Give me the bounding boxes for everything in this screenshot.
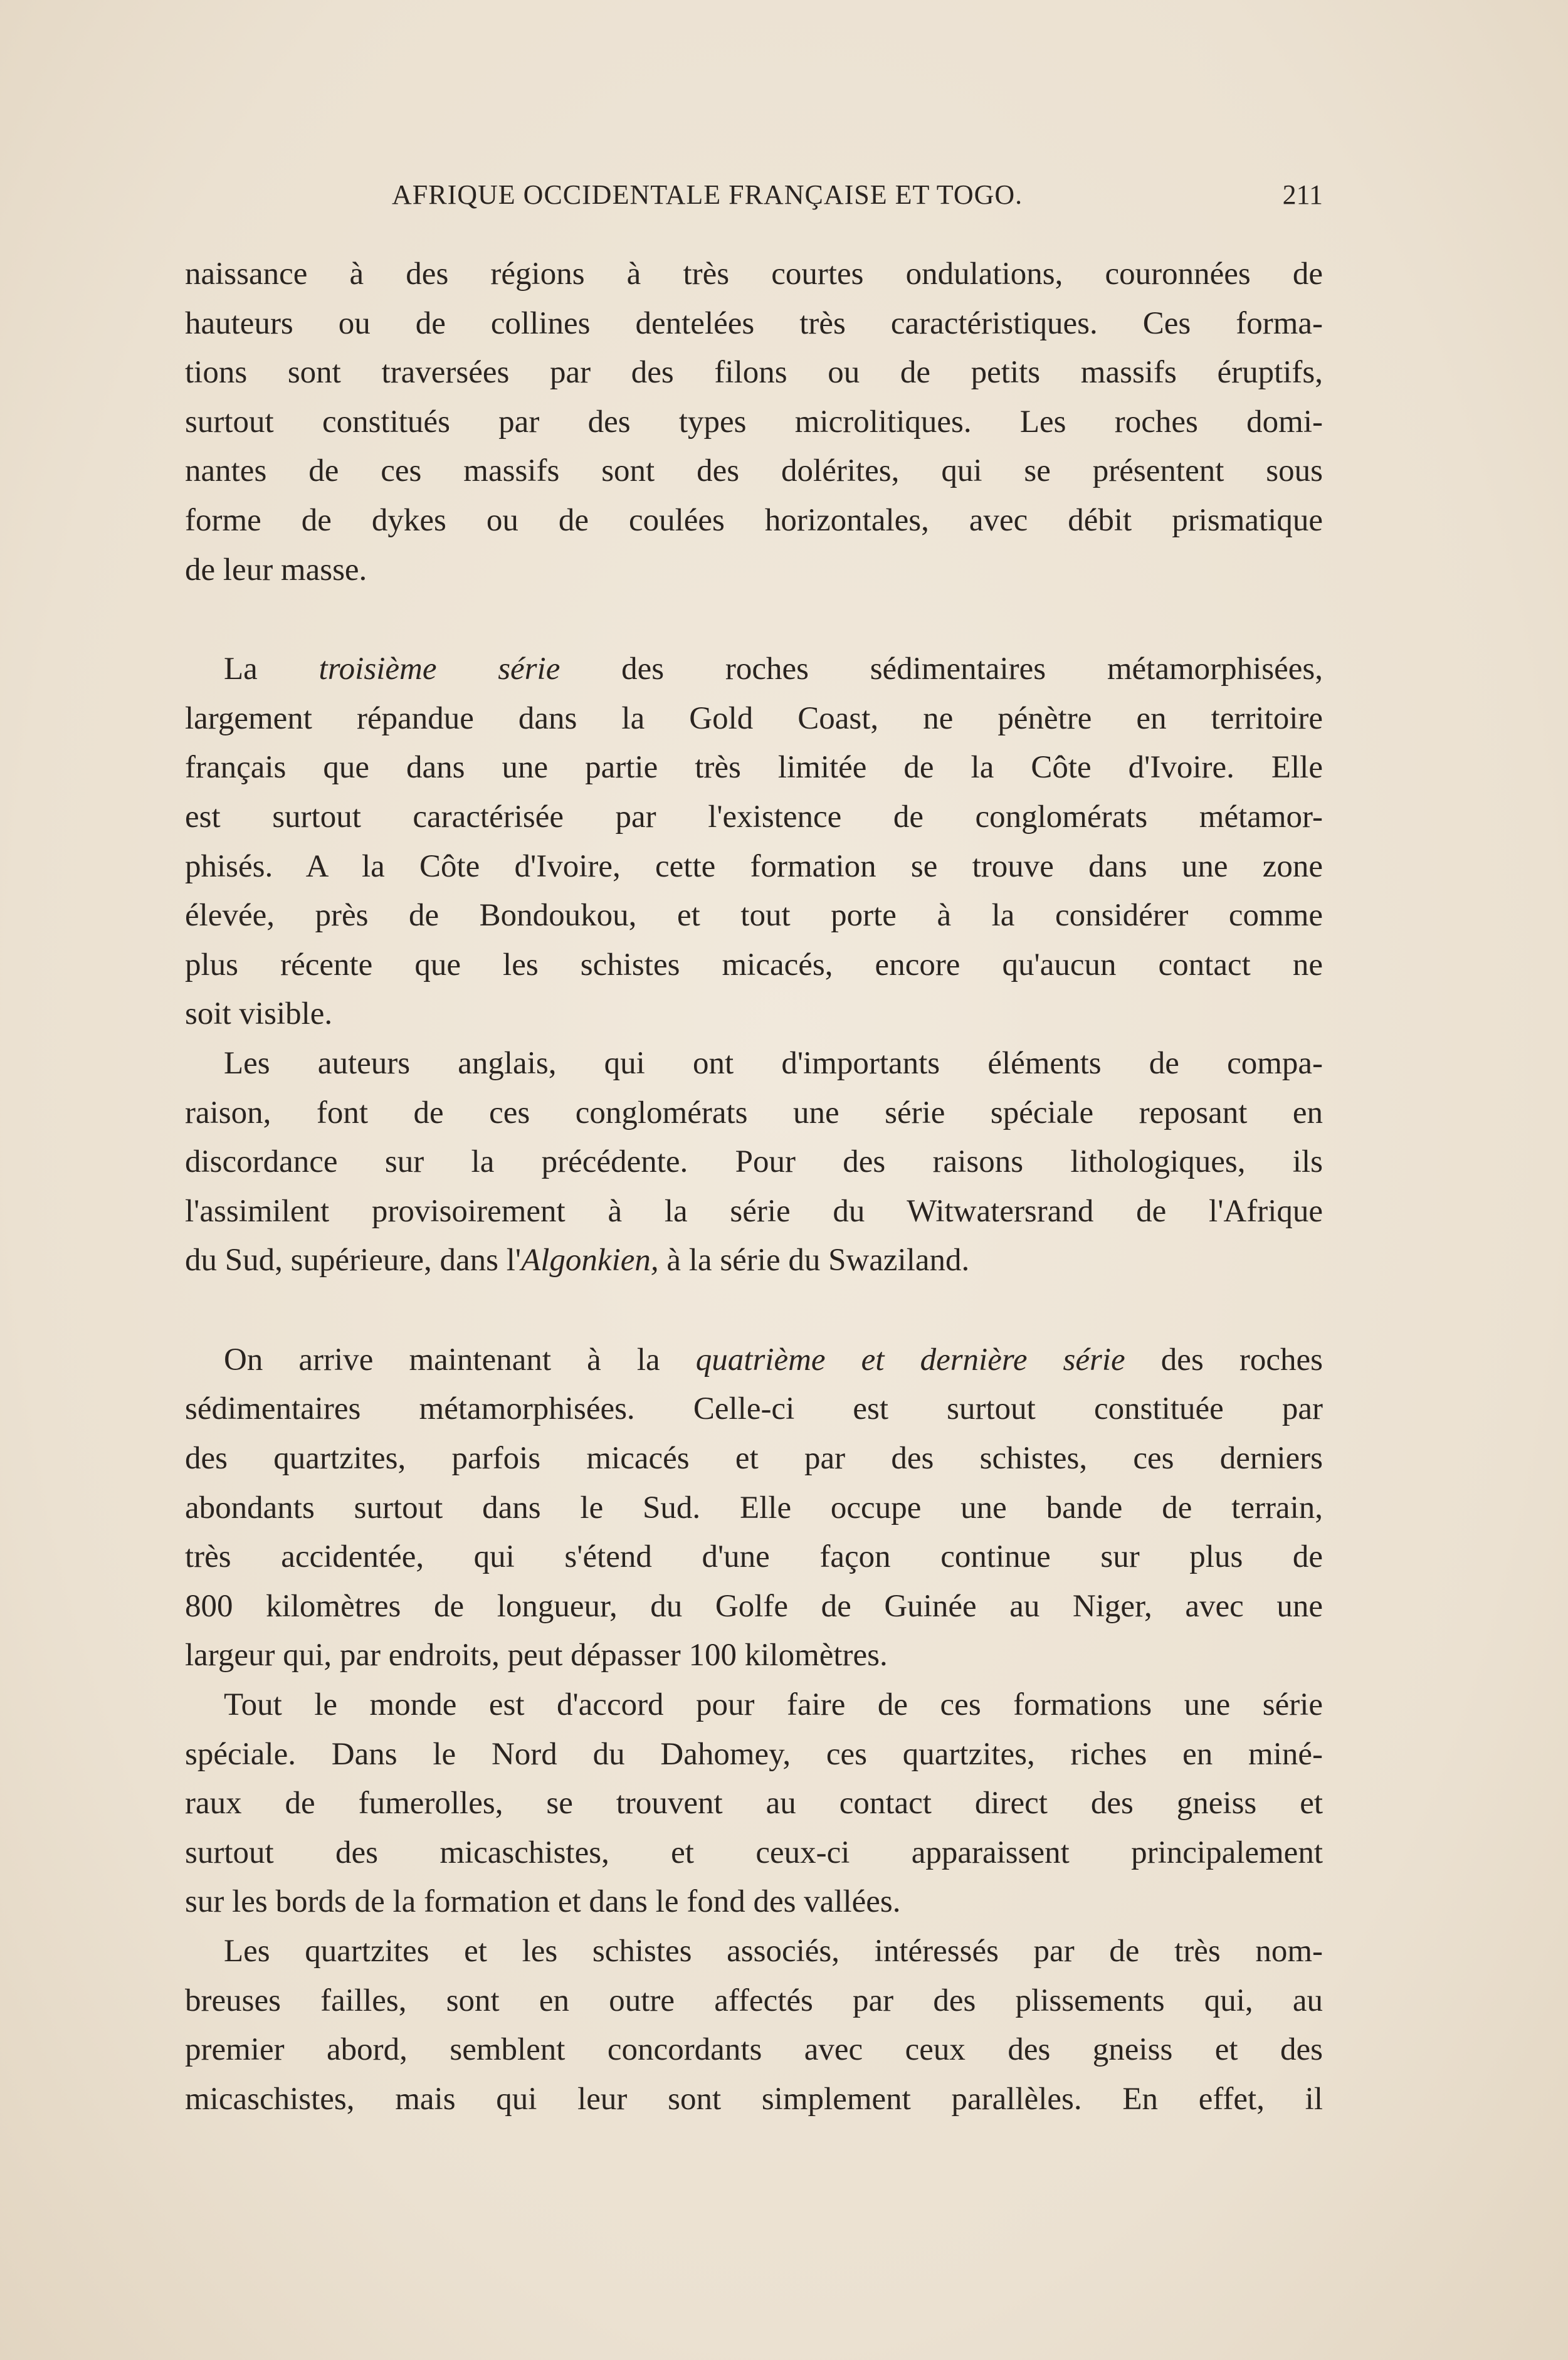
text-line: surtout constitués par des types microlitiques. Les roches domi-	[185, 404, 1323, 440]
text-run: à la série du Swaziland.	[658, 1243, 970, 1278]
text-line	[185, 645, 1323, 694]
text-line: soit visible.	[185, 996, 333, 1032]
text-run: du Sud, supérieure, dans l'	[185, 1243, 522, 1278]
running-title: AFRIQUE OCCIDENTALE FRANÇAISE ET TOGO.	[392, 179, 1023, 210]
text-line: Les auteurs anglais, qui ont d'importants éléments de compa-	[224, 1045, 1323, 1081]
text-line: surtout des micaschistes, et ceux-ci apparaissent principalement	[185, 1835, 1323, 1870]
text-line: forme de dykes ou de coulées horizontales, avec débit prismatique	[185, 502, 1323, 538]
paragraph-gap	[185, 594, 1323, 645]
body-text	[185, 250, 1323, 2124]
text-line: raison, font de ces conglomérats une série spéciale reposant en	[185, 1095, 1323, 1130]
text-line: sédimentaires métamorphisées. Celle-ci est surtout constituée par	[185, 1391, 1323, 1427]
page-header	[185, 179, 1323, 223]
text-line: phisés. A la Côte d'Ivoire, cette formation se trouve dans une zone	[185, 848, 1323, 884]
text-line: Tout le monde est d'accord pour faire de ces formations une série	[224, 1687, 1323, 1723]
paragraph-gap	[185, 1285, 1323, 1335]
paragraph	[185, 1680, 1323, 1927]
text-line: Les quartzites et les schistes associés, intéressés par de très nom-	[224, 1934, 1323, 1969]
text-line	[185, 1236, 1323, 1285]
text-line: des quartzites, parfois micacés et par des schistes, ces derniers	[185, 1441, 1323, 1477]
text-line: premier abord, semblent concordants avec ceux des gneiss et des	[185, 2032, 1323, 2068]
text-line: abondants surtout dans le Sud. Elle occupe une bande de terrain,	[185, 1490, 1323, 1525]
text-line: 800 kilomètres de longueur, du Golfe de Guinée au Niger, avec une	[185, 1588, 1323, 1624]
text-line: discordance sur la précédente. Pour des raisons lithologiques, ils	[185, 1144, 1323, 1180]
text-line: raux de fumerolles, se trouvent au contact direct des gneiss et	[185, 1786, 1323, 1821]
text-line: hauteurs ou de collines dentelées très caractéristiques. Ces forma-	[185, 305, 1323, 341]
paragraph	[185, 1335, 1323, 1680]
paragraph	[185, 1927, 1323, 2124]
text-line: micaschistes, mais qui leur sont simplement parallèles. En effet, il	[185, 2081, 1323, 2117]
text-line	[185, 1335, 1323, 1385]
paragraph	[185, 645, 1323, 1039]
text-line: l'assimilent provisoirement à la série du Witwatersrand de l'Afrique	[185, 1193, 1323, 1229]
text-line: largement répandue dans la Gold Coast, ne pénètre en territoire	[185, 700, 1323, 736]
text-line: breuses failles, sont en outre affectés par des plissements qui, au	[185, 1983, 1323, 2018]
paragraph	[185, 1039, 1323, 1285]
text-line: tions sont traversées par des filons ou de petits massifs éruptifs,	[185, 355, 1323, 391]
text-line: sur les bords de la formation et dans le fond des vallées.	[185, 1884, 901, 1920]
text-line: de leur masse.	[185, 552, 367, 587]
italic-term: Algonkien,	[521, 1243, 659, 1278]
text-line: naissance à des régions à très courtes ondulations, couronnées de	[185, 256, 1323, 292]
text-run: des roches sédimentaires métamorphisées,	[560, 651, 1323, 687]
text-line: nantes de ces massifs sont des dolérites, qui se présentent sous	[185, 453, 1323, 489]
page-number: 211	[1282, 179, 1323, 210]
text-run: La	[224, 651, 319, 687]
text-run: On arrive maintenant à la	[224, 1342, 696, 1378]
paragraph	[185, 250, 1323, 594]
text-line: très accidentée, qui s'étend d'une façon continue sur plus de	[185, 1539, 1323, 1575]
italic-term: troisième série	[318, 651, 560, 687]
italic-term: quatrième et dernière série	[695, 1342, 1125, 1378]
text-line: français que dans une partie très limitée de la Côte d'Ivoire. Elle	[185, 750, 1323, 786]
text-line: spéciale. Dans le Nord du Dahomey, ces quartzites, riches en miné-	[185, 1736, 1323, 1772]
text-run: des roches	[1125, 1342, 1323, 1378]
text-line: plus récente que les schistes micacés, encore qu'aucun contact ne	[185, 947, 1323, 982]
text-line: élevée, près de Bondoukou, et tout porte à la considérer comme	[185, 898, 1323, 934]
text-line: est surtout caractérisée par l'existence de conglomérats métamor-	[185, 799, 1323, 835]
text-line: largeur qui, par endroits, peut dépasser 100 kilomètres.	[185, 1638, 888, 1673]
